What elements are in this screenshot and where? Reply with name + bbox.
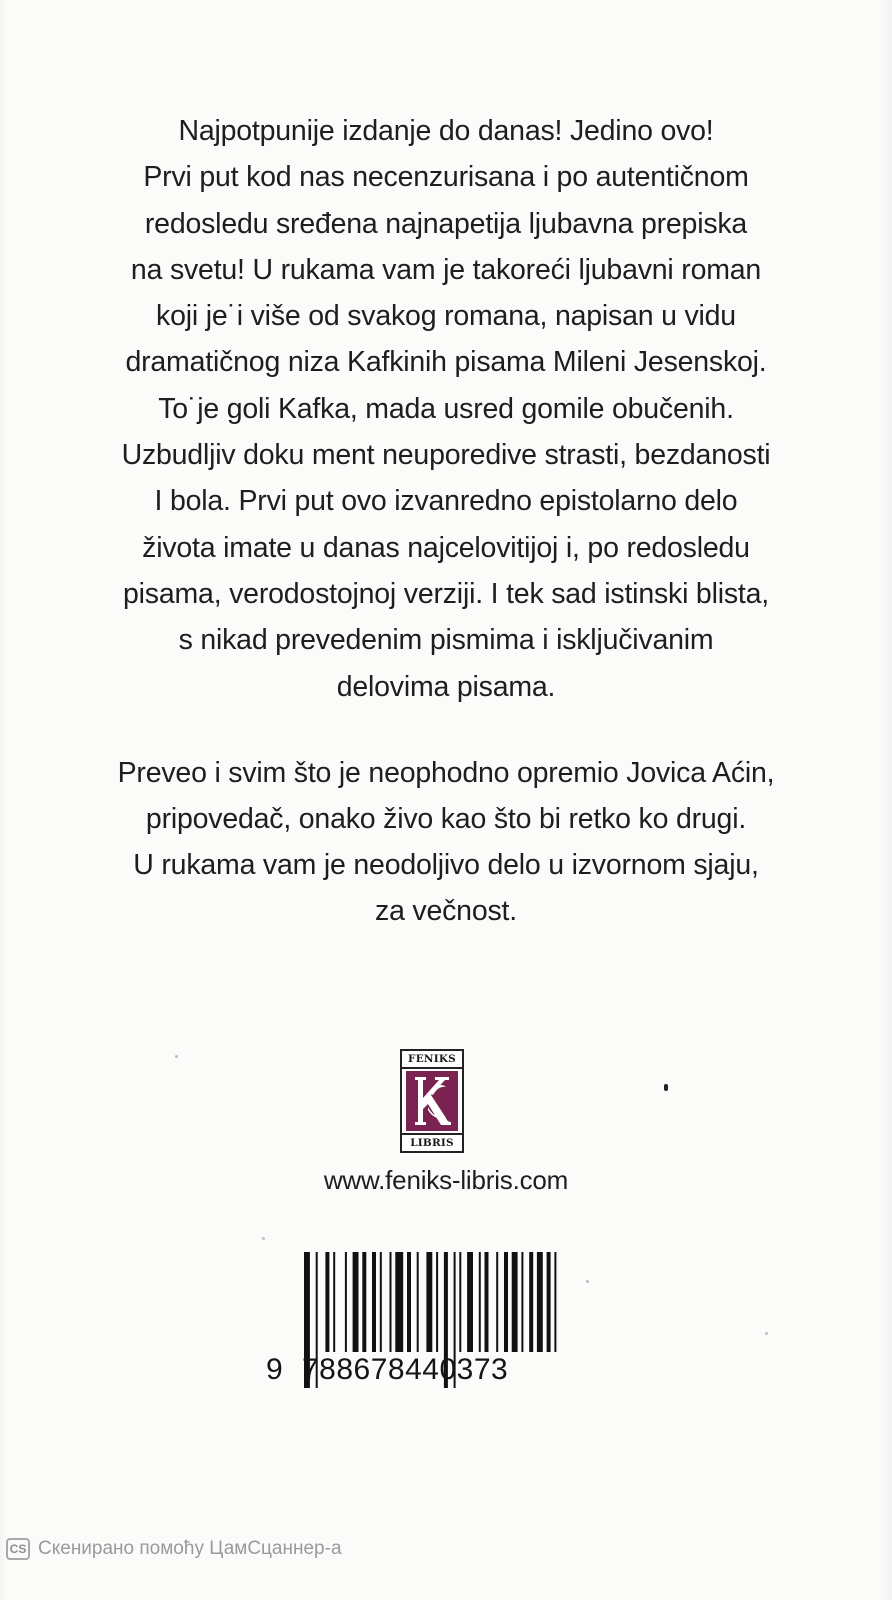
barcode-bar — [521, 1252, 523, 1352]
credits-line: za večnost. — [375, 895, 517, 927]
barcode-bar — [407, 1252, 411, 1352]
barcode-bar — [345, 1252, 347, 1352]
publisher-website: www.feniks-libris.com — [323, 1165, 569, 1195]
barcode-bar — [372, 1252, 376, 1352]
barcode-bar — [395, 1252, 403, 1352]
blurb-line: dramatičnog niza Kafkinih pisama Mileni Jesenskoj. — [125, 346, 767, 379]
isbn-number — [266, 1352, 566, 1388]
feniks-emblem-icon — [406, 1071, 458, 1131]
blurb-line: na svetu! U rukama vam je takoreći ljubavni roman — [130, 253, 762, 286]
barcode-bar — [485, 1252, 489, 1352]
barcode-bar — [380, 1252, 382, 1352]
isbn-digits: 788678440373 — [302, 1353, 509, 1386]
barcode-bar — [325, 1252, 329, 1352]
isbn-first-digit: 9 — [266, 1353, 284, 1386]
barcode-bar — [417, 1252, 419, 1352]
blurb-line: I bola. Prvi put ovo izvanredno epistolarno delo — [154, 485, 738, 518]
paper-speck — [175, 1055, 178, 1058]
logo-bottom-label: LIBRIS — [402, 1133, 462, 1151]
blurb-line: Uzbudljiv doku ment neuporedive strasti, bezdanosti — [121, 439, 771, 472]
camscanner-icon: CS — [6, 1538, 30, 1560]
blurb-line: To˙je goli Kafka, mada usred gomile obučenih. — [158, 392, 734, 425]
blurb-text — [30, 108, 862, 710]
paper-speck — [586, 1280, 589, 1283]
barcode-bar — [496, 1252, 498, 1352]
paper-speck — [262, 1237, 265, 1240]
scanner-watermark — [6, 1536, 342, 1562]
paper-speck — [765, 1332, 768, 1335]
barcode-bar — [512, 1252, 518, 1352]
blurb-line: Prvi put kod nas necenzurisana i po autentičnom — [143, 161, 749, 194]
credits-line: U rukama vam je neodoljivo delo u izvornom sjaju, — [133, 849, 759, 881]
blurb-line: života imate u danas najcelovitijoj i, po redosledu — [142, 531, 750, 564]
barcode-bar — [537, 1252, 543, 1352]
logo-top-label: FENIKS — [402, 1051, 462, 1069]
credits-line: pripovedač, onako živo kao što bi retko ko drugi. — [145, 803, 747, 835]
barcode-bar — [554, 1252, 556, 1352]
barcode-bar — [504, 1252, 508, 1352]
blurb-line: koji je˙i više od svakog romana, napisan u vidu — [156, 300, 736, 333]
barcode-bar — [529, 1252, 533, 1352]
blurb-line: delovima pisama. — [336, 670, 556, 703]
barcode-bar — [459, 1252, 461, 1352]
translator-credits — [30, 750, 862, 934]
barcode-bar — [362, 1252, 366, 1352]
barcode-bar — [467, 1252, 473, 1352]
blurb-line: redosledu sređena najnapetija ljubavna prepiska — [144, 207, 748, 240]
publisher-logo — [400, 1049, 464, 1153]
barcode-bar — [479, 1252, 481, 1352]
barcode-bar — [426, 1252, 432, 1352]
barcode-bar — [547, 1252, 551, 1352]
barcode-bar — [353, 1252, 359, 1352]
blurb-line: s nikad prevedenim pismima i isključivanim — [178, 624, 714, 657]
barcode-bar — [333, 1252, 335, 1352]
barcode-bar — [436, 1252, 438, 1352]
blurb-line: Najpotpunije izdanje do danas! Jedino ovo! — [178, 115, 714, 147]
blurb-line: pisama, verodostojnoj verziji. I tek sad istinski blista, — [123, 577, 769, 610]
watermark-text: Скенирано помоћу ЦамСцаннер-а — [38, 1538, 342, 1559]
paper-speck — [664, 1084, 668, 1091]
barcode-bar — [390, 1252, 392, 1352]
credits-line: Preveo i svim što je neophodno opremio Jovica Aćin, — [117, 757, 775, 789]
